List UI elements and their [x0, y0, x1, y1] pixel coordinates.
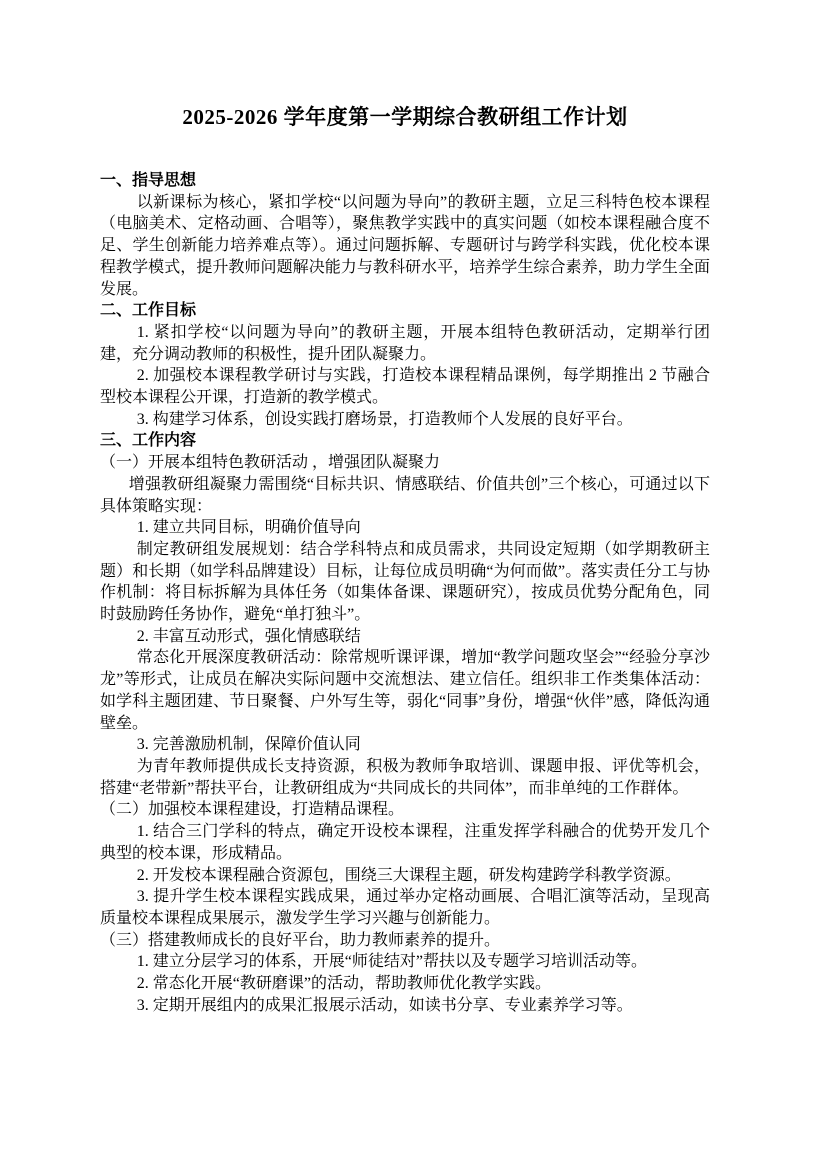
paragraph: 以新课标为核心，紧扣学校“以问题为导向”的教研主题，立足三科特色校本课程（电脑美术、定格动画、合唱等），聚焦教学实践中的真实问题（如校本课程融合度不足、学生创新能力培养难点等）。通过问题拆解、专题研讨与跨学科实践，优化校本课程教学模式，提升教师问题解决能力与教科研水平，培养学生综合素养，助力学生全面发展。 [100, 193, 710, 298]
paragraph: 制定教研组发展规划：结合学科特点和成员需求，共同设定短期（如学期教研主题）和长期（如学科品牌建设）目标，让每位成员明确“为何而做”。落实责任分工与协作机制：将目标拆解为具体任务（如集体备课、课题研究），按成员优势分配角色，同时鼓励跨任务协作，避免“单打独斗”。 [100, 540, 710, 624]
paragraph: 1. 建立共同目标，明确价值导向 [136, 519, 361, 537]
paragraph: 3. 构建学习体系，创设实践打磨场景，打造教师个人发展的良好平台。 [136, 410, 633, 428]
paragraph: 常态化开展深度教研活动：除常规听课评课，增加“教学问题攻坚会”“经验分享沙龙”等形式，让成员在解决实际问题中交流想法、建立信任。组织非工作类集体活动：如学科主题团建、节日聚餐、户外写生等，弱化“同事”身份，增强“伙伴”感，降低沟通壁垒。 [100, 649, 710, 732]
section-heading-work-goals: 二、工作目标 [100, 302, 197, 320]
section-heading-work-content: 三、工作内容 [100, 432, 197, 450]
paragraph: 3. 定期开展组内的成果汇报展示活动，如读书分享、专业素养学习等。 [136, 996, 633, 1014]
paragraph: 为青年教师提供成长支持资源，积极为教师争取培训、课题申报、评优等机会，搭建“老带新”帮扶平台，让教研组成为“共同成长的共同体”，而非单纯的工作群体。 [100, 757, 710, 797]
paragraph: 2. 加强校本课程教学研讨与实践，打造校本课程精品课例，每学期推出 2 节融合型校本课程公开课，打造新的教学模式。 [100, 367, 710, 407]
paragraph: 2. 开发校本课程融合资源包，围绕三大课程主题，研发构建跨学科教学资源。 [136, 866, 681, 884]
paragraph: 1. 结合三门学科的特点，确定开设校本课程，注重发挥学科融合的优势开发几个典型的校本课，形成精品。 [100, 823, 710, 862]
paragraph: 3. 完善激励机制，保障价值认同 [136, 736, 361, 754]
paragraph: （二）加强校本课程建设，打造精品课程。 [100, 801, 405, 819]
paragraph: （三）搭建教师成长的良好平台，助力教师素养的提升。 [100, 931, 501, 949]
paragraph: 3. 提升学生校本课程实践成果，通过举办定格动画展、合唱汇演等活动，呈现高质量校本课程成果展示，激发学生学习兴趣与创新能力。 [100, 888, 710, 927]
paragraph: 2. 丰富互动形式，强化情感联结 [136, 627, 361, 645]
paragraph: 2. 常态化开展“教研磨课”的活动，帮助教师优化教学实践。 [136, 975, 552, 993]
paragraph: 1. 建立分层学习的体系，开展“师徒结对”帮扶以及专题学习培训活动等。 [136, 953, 648, 971]
paragraph: 增强教研组凝聚力需围绕“目标共识、情感联结、价值共创”三个核心，可通过以下具体策略实现： [100, 475, 710, 515]
document-body [100, 102, 710, 1016]
page-title: 2025-2026 学年度第一学期综合教研组工作计划 [182, 105, 628, 129]
section-heading-guiding-ideology: 一、指导思想 [100, 172, 197, 189]
paragraph: （一）开展本组特色教研活动 ，增强团队凝聚力 [100, 454, 441, 472]
paragraph: 1. 紧扣学校“以问题为导向”的教研主题，开展本组特色教研活动，定期举行团建，充分调动教师的积极性，提升团队凝聚力。 [100, 323, 710, 363]
